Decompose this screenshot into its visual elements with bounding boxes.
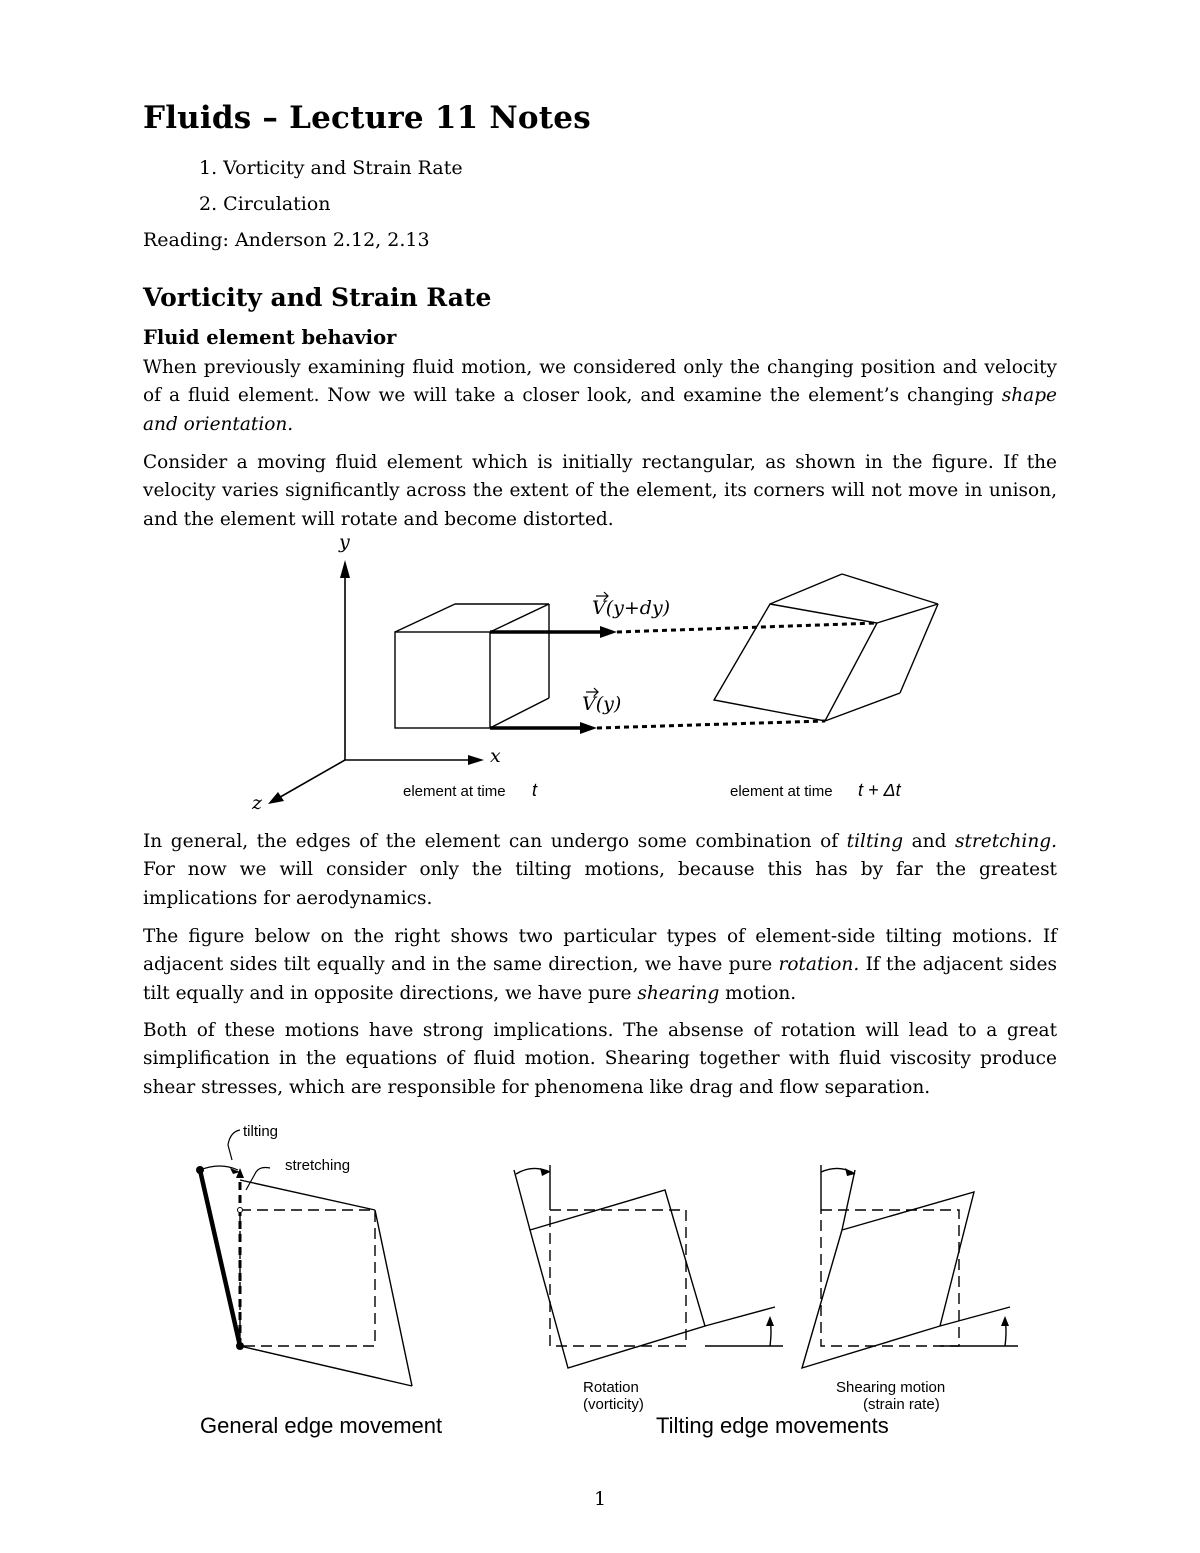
caption-tilting-edge-movements: Tilting edge movements [656,1413,889,1438]
stretching-label: stretching [285,1157,351,1174]
paragraph-1: When previously examining fluid motion, we considered only the changing position and velocity of a fluid element. Now we will take a closer look, and examine the element’s changing shape and orientation. [143,357,1057,435]
time-right-symbol: t + Δt [858,780,901,800]
fluid-element-figure [240,528,960,818]
strain-rate-label: (strain rate) [863,1396,940,1413]
path-top [617,623,877,632]
outline-item-2: 2. Circulation [199,193,331,215]
element-deformed [714,574,938,721]
outline-item-1: 1. Vorticity and Strain Rate [199,157,463,179]
z-axis-line [275,760,345,800]
shearing-label: Shearing motion [836,1379,946,1396]
x-axis-label: x [490,745,501,767]
page-number: 1 [593,1488,607,1510]
time-left-symbol: t [532,780,538,800]
path-bottom [597,721,825,728]
reading-reference: Reading: Anderson 2.12, 2.13 [143,229,430,251]
tilted-edge [200,1170,240,1346]
y-axis-label: y [339,531,350,553]
paragraph-2: Consider a moving fluid element which is initially rectangular, as shown in the figure. If the velocity varies significantly across the extent of the element, its corners will not move in unison, and the element will rotate and become distorted. [143,452,1057,530]
label-time-left: element at time [403,783,506,800]
tilting-label: tilting [243,1123,279,1140]
shearing-diagram [802,1165,1018,1368]
paragraph-3: In general, the edges of the element can undergo some combination of tilting and stretching. For now we will consider only the tilting motions, because this has by far the greatest implications for aerodynamics. [143,831,1057,909]
velocity-bottom-label: V(y) [582,693,622,715]
z-axis-label: z [252,792,263,814]
y-axis-arrowhead [340,560,350,578]
label-time-right: element at time [730,783,833,800]
section-heading: Vorticity and Strain Rate [143,283,492,312]
subsection-heading: Fluid element behavior [143,326,397,349]
rotation-diagram [514,1165,783,1368]
page-title: Fluids – Lecture 11 Notes [143,100,591,136]
element-initial [395,604,549,728]
caption-general-edge-movement: General edge movement [200,1413,443,1438]
velocity-top-label: V(y+dy) [592,597,671,619]
edge-movement-figure [180,1110,1040,1450]
paragraph-4: The figure below on the right shows two particular types of element-side tilting motions. If adjacent sides tilt equally and in the same direction, we have pure rotation. If the adjacent sides tilt equally and in opposite directions, we have pure shearing motion. [143,926,1058,1004]
vorticity-label: (vorticity) [583,1396,644,1413]
rotation-label: Rotation [583,1379,639,1396]
paragraph-5: Both of these motions have strong implications. The absense of rotation will lead to a great simplification in the equations of fluid motion. Shearing together with fluid viscosity produce shear stresses, which are responsible for phenomena like drag and flow separation. [143,1020,1057,1098]
x-axis-arrowhead [468,755,484,765]
z-axis-arrowhead [268,792,284,804]
